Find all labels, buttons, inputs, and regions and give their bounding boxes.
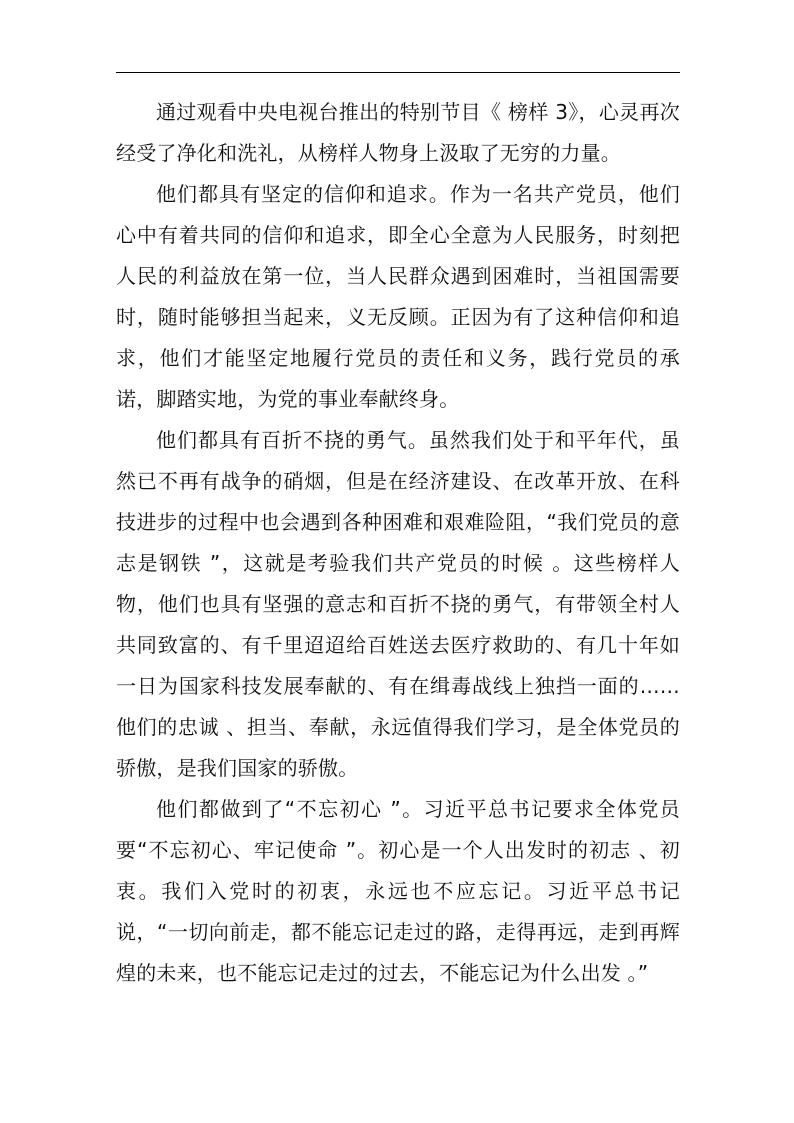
header-rule [116, 72, 680, 73]
paragraph-belief: 他们都具有坚定的信仰和追求。作为一名共产党员，他们心中有着共同的信仰和追求，即全心全意为人民服务，时刻把人民的利益放在第一位，当人民群众遇到困难时，当祖国需要时，随时能够担当起来，义无反顾。正因为有了这种信仰和追求，他们才能坚定地履行党员的责任和义务，践行党员的承诺，脚踏实地，为党的事业奉献终身。 [116, 182, 680, 411]
document-body [116, 92, 680, 994]
paragraph-courage: 他们都具有百折不挠的勇气。虽然我们处于和平年代，虽然已不再有战争的硝烟，但是在经济建设、在改革开放、在科技进步的过程中也会遇到各种困难和艰难险阻，“我们党员的意志是钢铁 ”，这就是考验我们共产党员的时候 。这些榜样人物，他们也具有坚强的意志和百折不挠的勇气，有带领全村人共同致富的、有千里迢迢给百姓送去医疗救助的、有几十年如一日为国家科技发展奉献的、有在缉毒战线上独挡一面的……他们的忠诚 、担当、奉献，永远值得我们学习，是全体党员的骄傲，是我们国家的骄傲。 [116, 428, 680, 780]
paragraph-original-aspiration: 他们都做到了“不忘初心 ”。习近平总书记要求全体党员要“不忘初心、牢记使命 ”。初心是一个人出发时的初志 、初衷。我们入党时的初衷，永远也不应忘记。习近平总书记说，“一切向前走，都不能忘记走过的路，走得再远，走到再辉煌的未来，也不能忘记走过的过去，不能忘记为什么出发 。” [116, 797, 680, 985]
paragraph-intro: 通过观看中央电视台推出的特别节目《 榜样 3》，心灵再次经受了净化和洗礼，从榜样人物身上汲取了无穷的力量。 [116, 100, 680, 165]
